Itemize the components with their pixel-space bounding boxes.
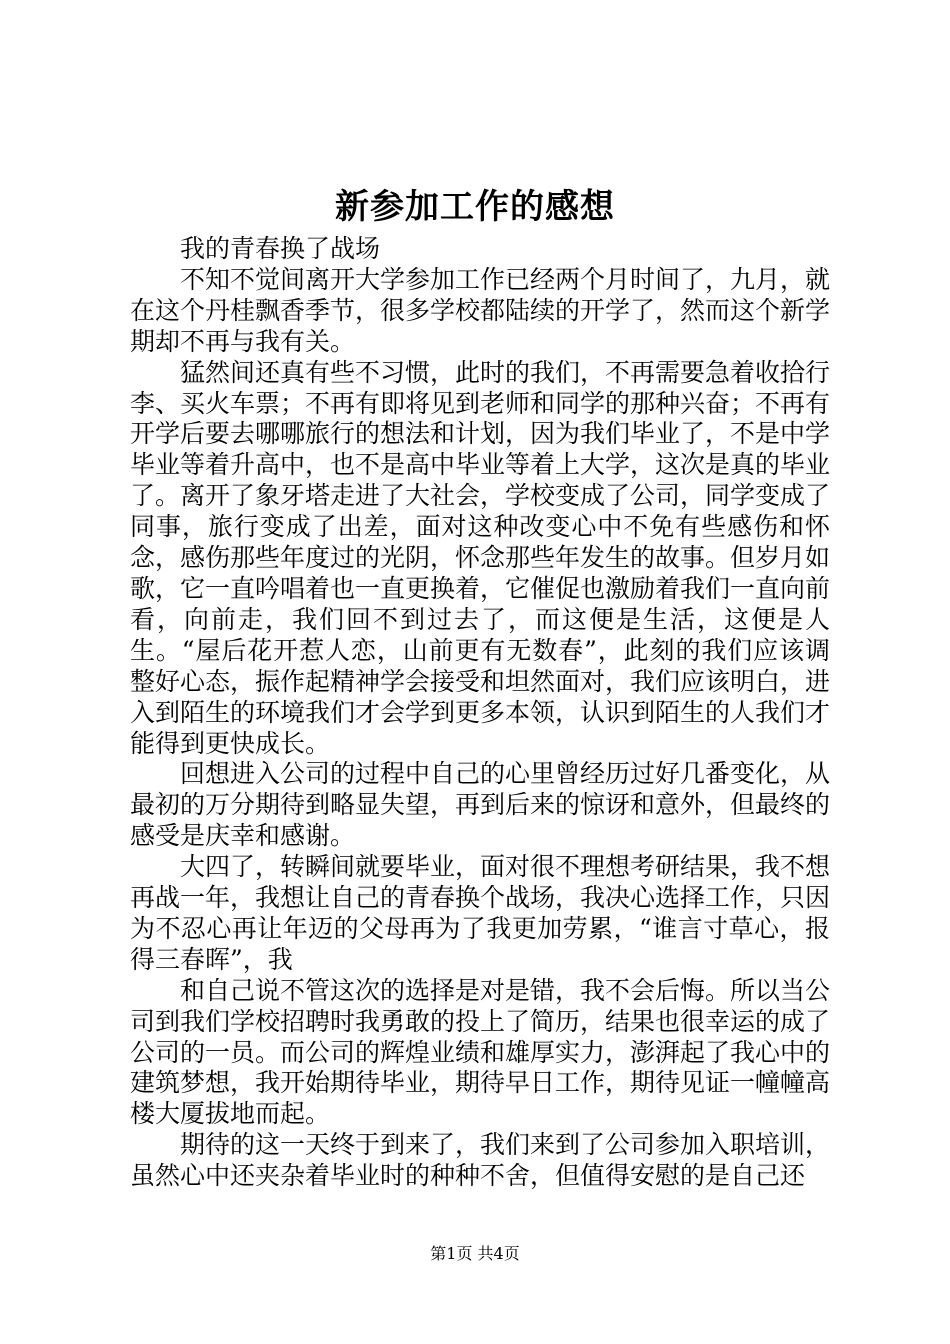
- document-body: [130, 234, 830, 1192]
- paragraph: 和自己说不管这次的选择是对是错，我不会后悔。所以当公司到我们学校招聘时我勇敢的投上了简历，结果也很幸运的成了公司的一员。而公司的辉煌业绩和雄厚实力，澎湃起了我心中的建筑梦想，我开始期待毕业，期待早日工作，期待见证一幢幢高楼大厦拔地而起。: [130, 975, 831, 1129]
- document-title: 新参加工作的感想: [335, 187, 615, 227]
- paragraph-subtitle: 我的青春换了战场: [180, 234, 381, 263]
- paragraph: 不知不觉间离开大学参加工作已经两个月时间了，九月，就在这个丹桂飘香季节，很多学校都陆续的开学了，然而这个新学期却不再与我有关。: [130, 264, 831, 356]
- paragraph: 回想进入公司的过程中自己的心里曾经历过好几番变化，从最初的万分期待到略显失望，再到后来的惊讶和意外，但最终的感受是庆幸和感谢。: [130, 759, 831, 851]
- paragraph: 大四了，转瞬间就要毕业，面对很不理想考研结果，我不想再战一年，我想让自己的青春换个战场，我决心选择工作，只因为不忍心再让年迈的父母再为了我更加劳累，“谁言寸草心，报得三春晖”，我: [130, 852, 831, 974]
- page-number-footer: 第1页 共4页: [430, 1244, 520, 1263]
- paragraph: 猛然间还真有些不习惯，此时的我们，不再需要急着收拾行李、买火车票；不再有即将见到老师和同学的那种兴奋；不再有开学后要去哪哪旅行的想法和计划，因为我们毕业了，不是中学毕业等着升高中，也不是高中毕业等着上大学，这次是真的毕业了。离开了象牙塔走进了大社会，学校变成了公司，同学变成了同事，旅行变成了出差，面对这种改变心中不免有些感伤和怀念，感伤那些年度过的光阴，怀念那些年发生的故事。但岁月如歌，它一直吟唱着也一直更换着，它催促也激励着我们一直向前看，向前走，我们回不到过去了，而这便是生活，这便是人生。“屋后花开惹人恋，山前更有无数春”，此刻的我们应该调整好心态，振作起精神学会接受和坦然面对，我们应该明白，进入到陌生的环境我们才会学到更多本领，认识到陌生的人我们才能得到更快成长。: [130, 357, 831, 758]
- paragraph: 期待的这一天终于到来了，我们来到了公司参加入职培训，虽然心中还夹杂着毕业时的种种不舍，但值得安慰的是自己还: [130, 1130, 831, 1191]
